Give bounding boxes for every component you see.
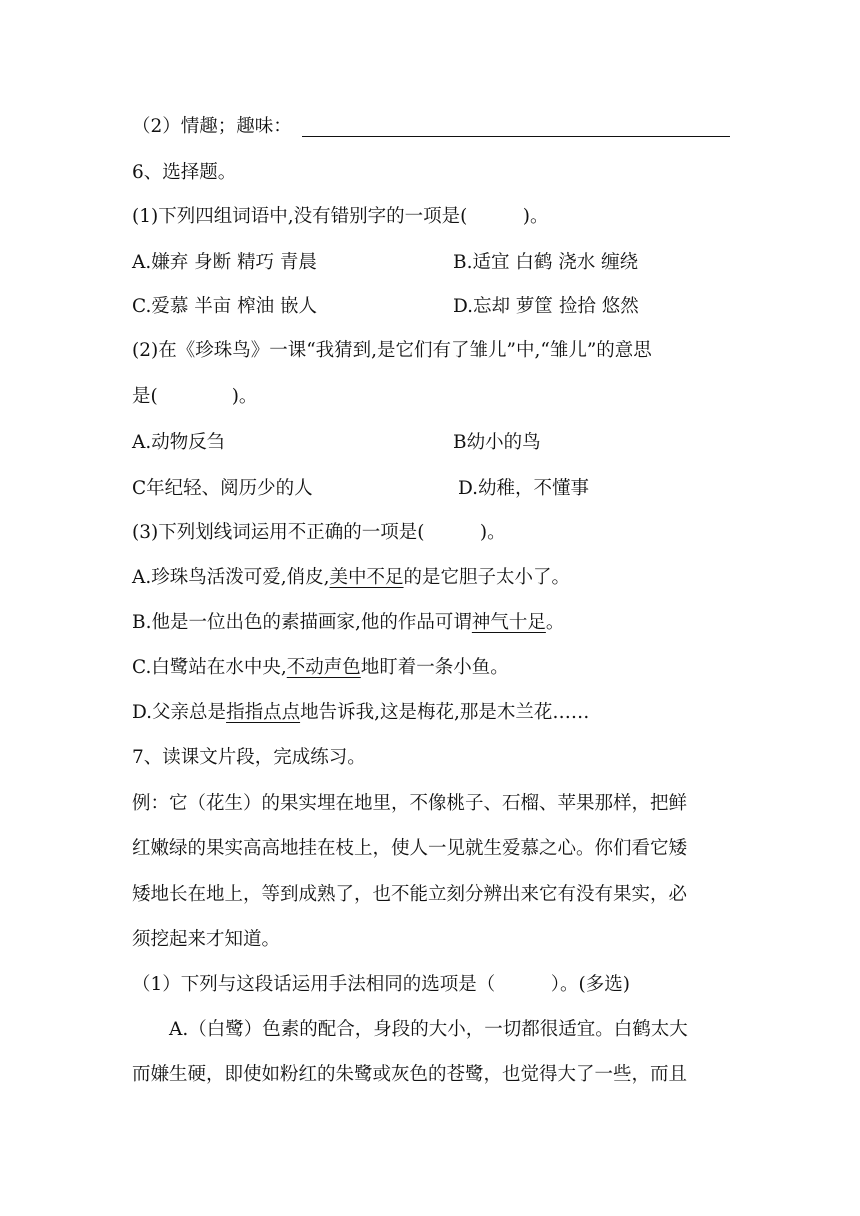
q6-2-stem-line1: (2)在《珍珠鸟》一课“我猜到,是它们有了雏儿”中,“雏儿”的意思 [132,340,652,361]
q6-3-b-text-post: 。 [545,612,565,633]
q6-3-option-b [132,614,564,633]
q5-2-label: （2）情趣；趣味： [132,116,292,137]
q6-2-option-d: D.幼稚，不懂事 [458,478,590,499]
q6-3-option-a [132,569,570,588]
q6-2-option-b: B幼小的鸟 [453,432,541,453]
q7-passage-line3: 矮地长在地上，等到成熟了，也不能立刻分辨出来它有没有果实，必 [132,884,688,905]
q6-2-option-a: A.动物反刍 [132,432,226,453]
q6-3-c-underlined-word: 不动声色 [286,657,361,678]
q6-3-a-underlined-word: 美中不足 [329,567,404,588]
answer-blank-line[interactable] [302,136,730,137]
q7-passage-line2: 红嫩绿的果实高高地挂在枝上，使人一见就生爱慕之心。你们看它矮 [132,838,688,859]
q6-2-option-c: C年纪轻、阅历少的人 [132,478,313,499]
q6-3-d-text-post: 地告诉我,这是梅花,那是木兰花…… [300,702,590,723]
q6-1-option-d: D.忘却 萝筐 捡拾 悠然 [453,296,639,317]
q6-1-option-a: A.嫌弃 身断 精巧 青晨 [132,252,317,273]
q7-1-option-a-line1: A.（白鹭）色素的配合，身段的大小，一切都很适宜。白鹤太大 [169,1019,688,1040]
q6-3-d-underlined-word: 指指点点 [226,702,301,723]
q6-heading: 6、选择题。 [132,162,237,183]
q6-3-d-text-pre: D.父亲总是 [132,702,227,723]
q6-3-stem: (3)下列划线词运用不正确的一项是( )。 [132,522,506,543]
q7-1-option-a-line2: 而嫌生硬，即使如粉红的朱鹭或灰色的苍鹭，也觉得大了一些，而且 [132,1064,688,1085]
q6-3-option-c [132,659,509,678]
q6-1-option-b: B.适宜 白鹤 浇水 缠绕 [453,252,639,273]
q6-3-a-text-post: 的是它胆子太小了。 [403,567,571,588]
q7-heading: 7、读课文片段，完成练习。 [132,747,366,768]
q6-3-b-text-pre: B.他是一位出色的素描画家,他的作品可谓 [132,612,472,633]
q6-2-stem-line2: 是( )。 [132,386,258,407]
q6-1-stem: (1)下列四组词语中,没有错别字的一项是( )。 [132,206,549,227]
q6-3-c-text-post: 地盯着一条小鱼。 [360,657,509,678]
q7-passage-line4: 须挖起来才知道。 [132,929,281,950]
q6-3-b-underlined-word: 神气十足 [471,612,546,633]
q7-passage-line1: 例：它（花生）的果实埋在地里，不像桃子、石榴、苹果那样，把鲜 [132,793,688,814]
q6-3-c-text-pre: C.白鹭站在水中央, [132,657,287,678]
q7-1-stem: （1）下列与这段话运用手法相同的选项是（ ）。(多选) [132,974,630,995]
q6-1-option-c: C.爱慕 半亩 榨油 嵌人 [132,296,318,317]
q6-3-a-text-pre: A.珍珠鸟活泼可爱,俏皮, [132,567,330,588]
q6-3-option-d [132,704,589,723]
